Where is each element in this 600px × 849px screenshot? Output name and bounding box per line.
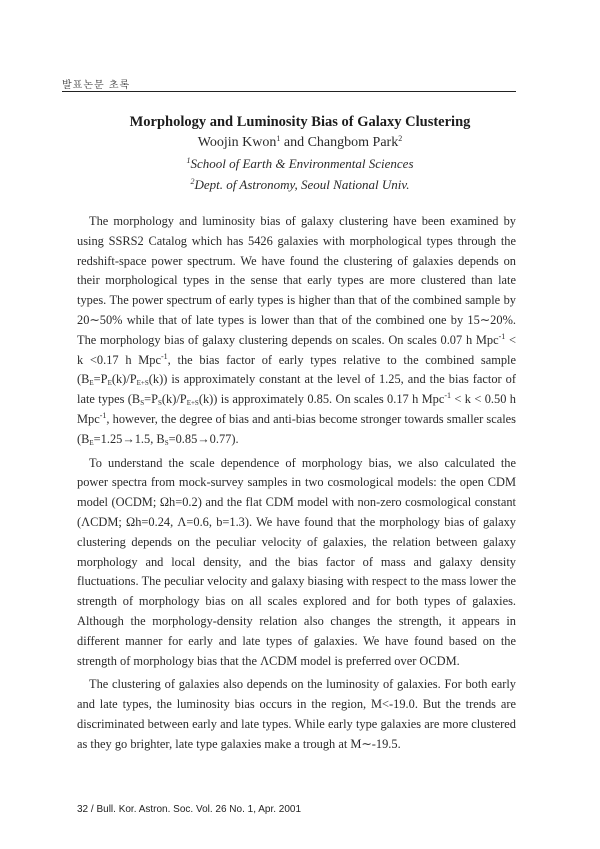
p1-sub: E xyxy=(89,438,94,447)
p1-text: (k)) is approximately 0.85. On scales 0.17 h Mpc xyxy=(198,392,445,407)
abstract-paragraph-1 xyxy=(77,212,516,450)
p1-sub: S xyxy=(140,399,145,408)
p1-text: , however, the degree of bias and anti-bias become stronger towards smaller scales (B xyxy=(77,411,516,446)
page-footer: 32 / Bull. Kor. Astron. Soc. Vol. 26 No. 1, Apr. 2001 xyxy=(77,804,302,815)
paper-title: Morphology and Luminosity Bias of Galaxy Clustering xyxy=(129,114,471,130)
p1-text: =0.85→0.77). xyxy=(168,431,239,446)
affiliation-1-text: School of Earth & Environmental Sciences xyxy=(190,156,414,171)
p1-sup: -1 xyxy=(99,410,107,420)
author-1-mark: 1 xyxy=(276,134,281,143)
p1-text: < k < 0.50 h Mpc xyxy=(77,392,516,426)
p1-text: (k)/P xyxy=(161,392,187,407)
author-1: Woojin Kwon xyxy=(197,135,277,150)
affiliation-2-mark: 2 xyxy=(190,177,195,186)
p1-text: (k)/P xyxy=(111,372,137,387)
p1-text: =P xyxy=(93,372,108,387)
abstract-paragraph-2: To understand the scale dependence of morphology bias, we also calculated the power spectra from mock-survey samples in two cosmological models: the open CDM model (OCDM; Ωh=0.2) and the flat CDM model with non-zero cosmological constant (ΛCDM; Ωh=0.24, Λ=0.6, b=1.3). We have found that the morphology bias of galaxy clustering depends on the peculiar velocity of galaxies, the relation between galaxy morphology and local density, and the bias factor of mass and galaxy density fluctuations. The peculiar velocity and galaxy biasing with respect to the mass lower the strength of morphology bias on all scales explored and for both types of galaxies. Although the morphology-density relation also changes the strength, it appears in different manner for early and late types of galaxies. We have found based on the strength of morphology bias that the ΛCDM model is preferred over OCDM. xyxy=(77,455,516,668)
affiliation-2 xyxy=(0,177,600,193)
p1-text: =P xyxy=(144,392,158,407)
p1-sub: S xyxy=(164,438,169,447)
authors-conjunction: and xyxy=(280,135,308,150)
affiliation-1-mark: 1 xyxy=(186,156,191,165)
p1-text: (k)) is approximately constant at the level of 1.25, and the bias factor of late types (B xyxy=(77,372,516,407)
p1-text: , the bias factor of early types relative to the combined sample (B xyxy=(77,352,516,387)
section-tag: 발표논문 초록 xyxy=(62,80,131,91)
p1-text: =1.25→1.5, B xyxy=(93,431,165,446)
p1-sub: E+S xyxy=(186,399,199,408)
abstract-body xyxy=(77,212,516,759)
author-2: Changbom Park xyxy=(307,135,399,150)
p1-sub: S xyxy=(158,399,162,408)
p1-sub: E xyxy=(107,379,112,388)
affiliation-1 xyxy=(0,156,600,172)
abstract-paragraph-3: The clustering of galaxies also depends on the luminosity of galaxies. For both early and late types, the luminosity bias occurs in the region, M<-19.0. But the trends are discriminated between early and late types. While early type galaxies are more clustered as they go brighter, late type galaxies make a trough at M∼-19.5. xyxy=(77,677,516,751)
p1-sub: E+S xyxy=(136,379,149,388)
p1-text: < k <0.17 h Mpc xyxy=(77,332,516,367)
author-2-mark: 2 xyxy=(398,134,403,143)
p1-sup: -1 xyxy=(498,331,506,341)
p1-text: The morphology and luminosity bias of galaxy clustering have been examined by using SSRS2 Catalog which has 5426 galaxies with morphological types through the redshift-space power spectrum. We have found the clustering of galaxies depends on their morphological types in the sense that early types are more clustered than late types. The power spectrum of early types is higher than that of the combined sample by 20∼50% while that of late types is lower than that of the combined one by 15∼20%. The morphology bias of galaxy clustering depends on scales. On scales 0.07 h Mpc xyxy=(77,214,516,347)
header-rule xyxy=(62,91,516,92)
affiliation-2-text: Dept. of Astronomy, Seoul National Univ. xyxy=(194,177,410,192)
p1-sup: -1 xyxy=(444,391,452,401)
p1-sup: -1 xyxy=(161,351,168,361)
p1-sub: E xyxy=(89,379,94,388)
authors-line xyxy=(0,135,600,151)
